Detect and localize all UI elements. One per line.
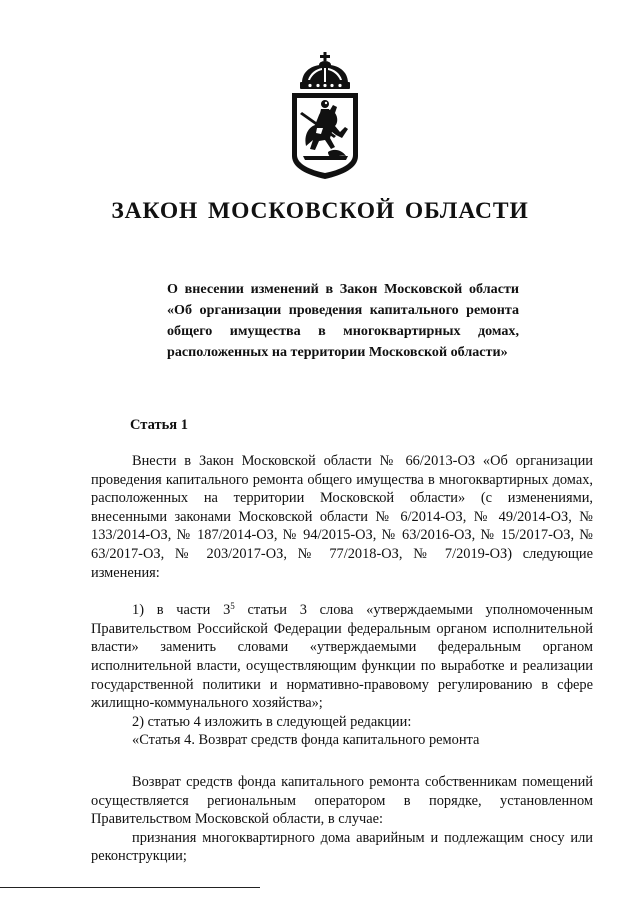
- law-subtitle: О внесении изменений в Закон Московской области «Об организации проведения капитального ремонта общего имущества в многоквартирных домах, расположенных на территории Московской области»: [167, 281, 519, 360]
- article-heading: Статья 1: [130, 417, 188, 433]
- coat-of-arms-emblem: [288, 52, 362, 180]
- amendment-item-2: 2) статью 4 изложить в следующей редакции:: [132, 713, 412, 730]
- article-body: [91, 452, 593, 866]
- amendment-item-1: [91, 601, 593, 713]
- quoted-paragraph-2: признания многоквартирного дома аварийным и подлежащим сносу или реконструкции;: [91, 829, 593, 865]
- superscript-index: 5: [230, 601, 235, 612]
- quoted-paragraph-1: Возврат средств фонда капитального ремонта собственникам помещений осуществляется региональным оператором в порядке, установленном Правительством Московской области, в случае:: [91, 773, 593, 828]
- footnote-separator: [0, 887, 260, 888]
- amendment-item-1-text: статьи 3 слова «утверждаемыми уполномоченным Правительством Российской Федерации федеральным органом исполнительной власти» заменить словами «утверждаемыми федеральным органом исполнительной власти, осуществляющим функции по выработке и реализации государственной политики и нормативно-правовому регулированию в сфере жилищно-коммунального хозяйства»;: [91, 602, 593, 712]
- amendment-item-1-start: 1) в части 3: [132, 602, 231, 619]
- article-intro-paragraph: Внести в Закон Московской области № 66/2013-ОЗ «Об организации проведения капитального ремонта общего имущества в многоквартирных домах, расположенных на территории Московской области» (с изменениями, внесенными законами Московской области № 6/2014-ОЗ, № 49/2014-ОЗ, № 133/2014-ОЗ, № 187/2014-ОЗ, № 94/2015-ОЗ, № 63/2016-ОЗ, № 15/2017-ОЗ, № 63/2017-ОЗ, № 203/2017-ОЗ, № 77/2018-ОЗ, № 7/2019-ОЗ) следующие изменения:: [91, 453, 593, 581]
- law-title: ЗАКОН МОСКОВСКОЙ ОБЛАСТИ: [111, 198, 529, 224]
- quoted-article-heading: «Статья 4. Возврат средств фонда капитального ремонта: [132, 732, 480, 749]
